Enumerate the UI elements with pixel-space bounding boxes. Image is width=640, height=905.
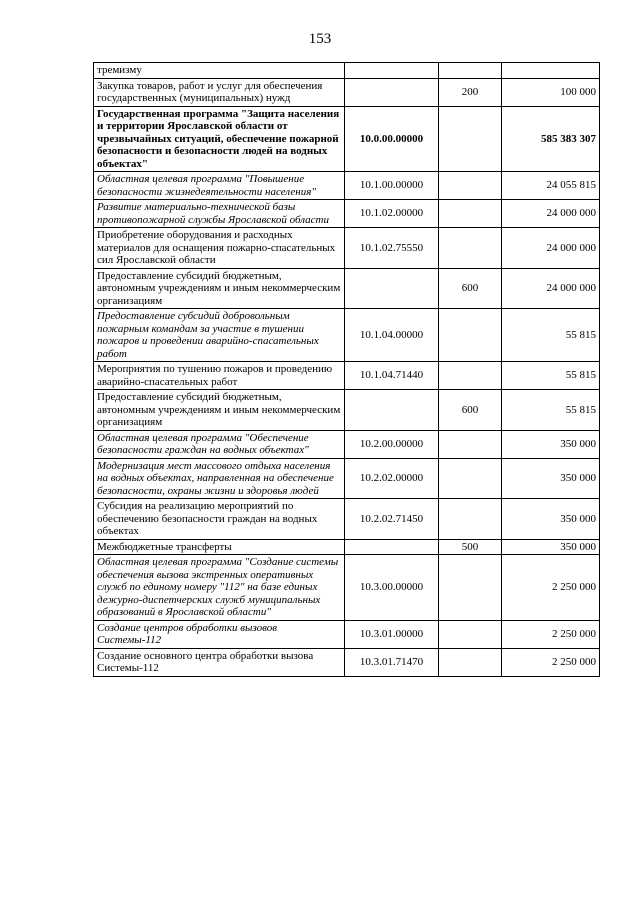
row-expense-type-cell: 600 [439, 268, 502, 309]
row-expense-type-cell [439, 200, 502, 228]
row-amount-cell: 55 815 [502, 362, 600, 390]
row-code-cell: 10.1.00.00000 [345, 172, 439, 200]
budget-table [93, 62, 600, 677]
table-row [94, 228, 600, 269]
row-code-cell: 10.1.02.00000 [345, 200, 439, 228]
row-name-cell: Приобретение оборудования и расходных материалов для оснащения пожарно-спасательных сил Ярославской области [94, 228, 345, 269]
row-name-cell: Создание основного центра обработки вызова Системы-112 [94, 648, 345, 676]
row-expense-type-cell [439, 499, 502, 540]
row-expense-type-cell [439, 458, 502, 499]
row-name-cell: Закупка товаров, работ и услуг для обеспечения государственных (муниципальных) нужд [94, 78, 345, 106]
row-amount-cell: 2 250 000 [502, 648, 600, 676]
row-expense-type-cell [439, 172, 502, 200]
row-code-cell [345, 268, 439, 309]
row-code-cell: 10.1.04.71440 [345, 362, 439, 390]
row-code-cell: 10.3.01.00000 [345, 620, 439, 648]
row-amount-cell: 350 000 [502, 539, 600, 555]
budget-table-body [94, 63, 600, 677]
row-name-cell: Создание центров обработки вызовов Системы-112 [94, 620, 345, 648]
row-amount-cell: 2 250 000 [502, 555, 600, 621]
row-expense-type-cell [439, 620, 502, 648]
row-name-cell: Предоставление субсидий бюджетным, автономным учреждениям и иным некоммерческим организациям [94, 390, 345, 431]
row-name-cell: Мероприятия по тушению пожаров и проведению аварийно-спасательных работ [94, 362, 345, 390]
row-name-cell: Областная целевая программа "Повышение безопасности жизнедеятельности населения" [94, 172, 345, 200]
row-amount-cell: 55 815 [502, 309, 600, 362]
row-amount-cell: 350 000 [502, 430, 600, 458]
table-row [94, 362, 600, 390]
row-name-cell: Развитие материально-технической базы противопожарной службы Ярославской области [94, 200, 345, 228]
table-row [94, 430, 600, 458]
row-expense-type-cell [439, 106, 502, 172]
row-expense-type-cell [439, 648, 502, 676]
row-code-cell: 10.1.02.75550 [345, 228, 439, 269]
row-name-cell: тремизму [94, 63, 345, 79]
table-row [94, 309, 600, 362]
row-name-cell: Областная целевая программа "Обеспечение безопасности граждан на водных объектах" [94, 430, 345, 458]
row-code-cell: 10.3.00.00000 [345, 555, 439, 621]
row-amount-cell: 585 383 307 [502, 106, 600, 172]
row-amount-cell: 2 250 000 [502, 620, 600, 648]
row-amount-cell: 24 055 815 [502, 172, 600, 200]
table-row [94, 78, 600, 106]
row-code-cell [345, 78, 439, 106]
row-name-cell: Государственная программа "Защита населения и территории Ярославской области от чрезвычайных ситуаций, обеспечение пожарной безопасности и безопасности людей на водных объектах" [94, 106, 345, 172]
row-name-cell: Межбюджетные трансферты [94, 539, 345, 555]
table-row [94, 458, 600, 499]
row-expense-type-cell [439, 309, 502, 362]
row-expense-type-cell: 200 [439, 78, 502, 106]
row-expense-type-cell: 600 [439, 390, 502, 431]
page-number: 153 [308, 31, 332, 47]
table-row [94, 555, 600, 621]
row-code-cell [345, 390, 439, 431]
row-code-cell [345, 539, 439, 555]
table-row [94, 648, 600, 676]
row-expense-type-cell [439, 430, 502, 458]
row-code-cell: 10.2.00.00000 [345, 430, 439, 458]
table-row [94, 539, 600, 555]
row-amount-cell: 350 000 [502, 499, 600, 540]
row-amount-cell: 24 000 000 [502, 228, 600, 269]
row-amount-cell: 24 000 000 [502, 200, 600, 228]
table-row [94, 620, 600, 648]
row-amount-cell: 24 000 000 [502, 268, 600, 309]
row-code-cell: 10.2.02.71450 [345, 499, 439, 540]
table-row [94, 200, 600, 228]
row-name-cell: Модернизация мест массового отдыха населения на водных объектах, направленная на обеспечение безопасности, охраны жизни и здоровья людей [94, 458, 345, 499]
row-expense-type-cell [439, 362, 502, 390]
row-name-cell: Предоставление субсидий добровольным пожарным командам за участие в тушении пожаров и проведении аварийно-спасательных работ [94, 309, 345, 362]
row-expense-type-cell: 500 [439, 539, 502, 555]
row-name-cell: Субсидия на реализацию мероприятий по обеспечению безопасности граждан на водных объектах [94, 499, 345, 540]
table-row [94, 390, 600, 431]
table-row [94, 172, 600, 200]
row-code-cell: 10.3.01.71470 [345, 648, 439, 676]
row-name-cell: Областная целевая программа "Создание системы обеспечения вызова экстренных оперативных служб по единому номеру "112" на базе единых дежурно-диспетчерских служб муниципальных образований в Ярославской области" [94, 555, 345, 621]
row-expense-type-cell [439, 228, 502, 269]
row-expense-type-cell [439, 63, 502, 79]
row-code-cell: 10.0.00.00000 [345, 106, 439, 172]
row-expense-type-cell [439, 555, 502, 621]
row-amount-cell: 55 815 [502, 390, 600, 431]
row-amount-cell: 350 000 [502, 458, 600, 499]
table-row [94, 106, 600, 172]
table-row [94, 63, 600, 79]
row-amount-cell: 100 000 [502, 78, 600, 106]
table-row [94, 499, 600, 540]
row-code-cell: 10.2.02.00000 [345, 458, 439, 499]
table-row [94, 268, 600, 309]
row-name-cell: Предоставление субсидий бюджетным, автономным учреждениям и иным некоммерческим организациям [94, 268, 345, 309]
row-code-cell [345, 63, 439, 79]
row-code-cell: 10.1.04.00000 [345, 309, 439, 362]
row-amount-cell [502, 63, 600, 79]
